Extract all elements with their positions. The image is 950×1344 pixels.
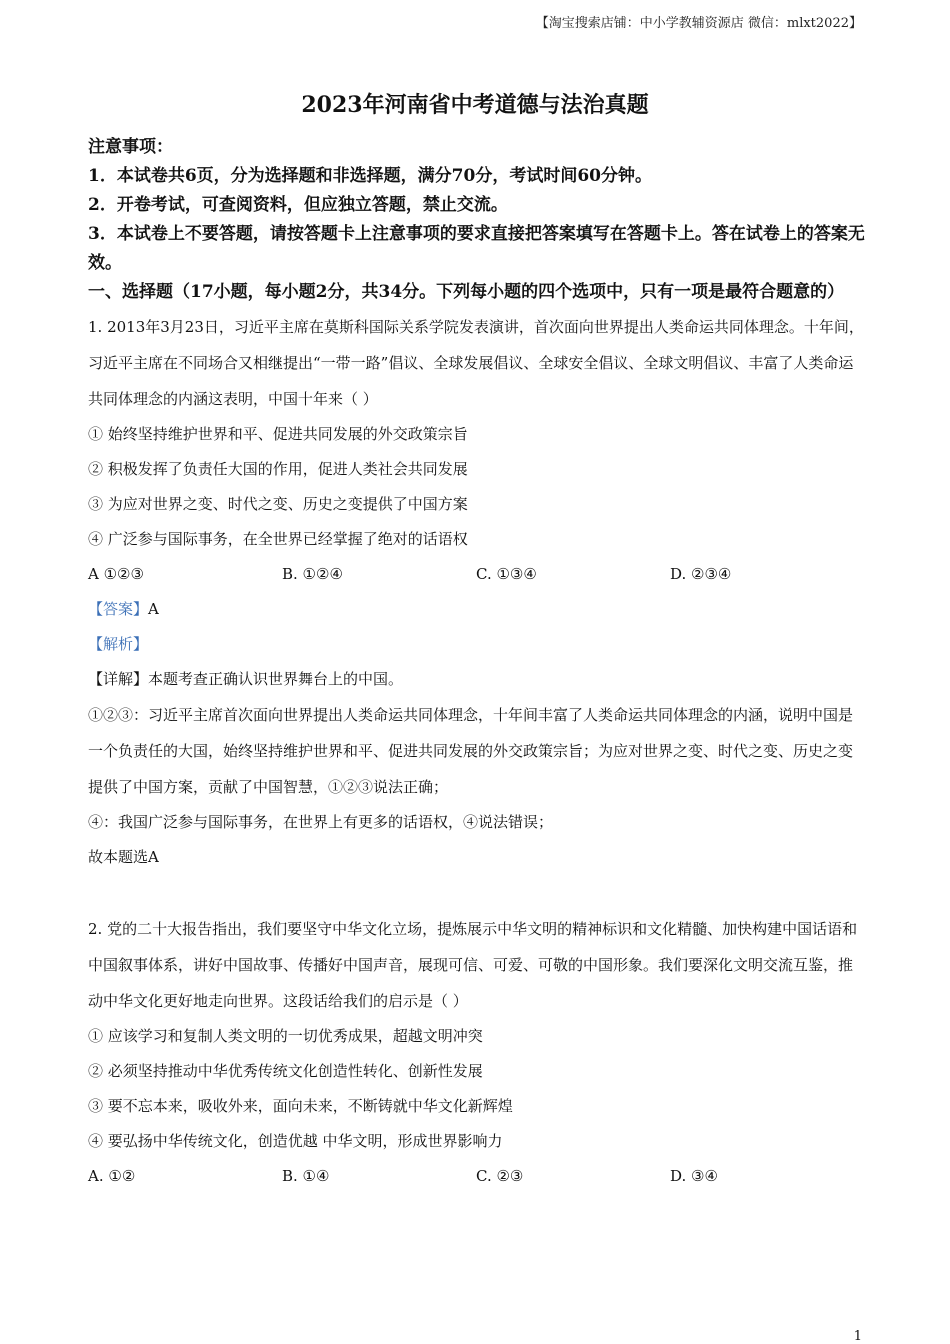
q1-choices bbox=[88, 557, 866, 592]
q2-choice-d: D. ③④ bbox=[670, 1167, 718, 1185]
answer-value: A bbox=[148, 600, 159, 618]
q1-detail: 【详解】本题考查正确认识世界舞台上的中国。 bbox=[88, 670, 404, 688]
q1-choice-a: A ①②③ bbox=[88, 565, 144, 583]
q1-explanation-1: ①②③：习近平主席首次面向世界提出人类命运共同体理念，十年间丰富了人类命运共同体理念的内涵，说明中国是一个负责任的大国，始终坚持维护世界和平、促进共同发展的外交政策宗旨；为应对世界之变、时代之变、历史之变提供了中国方案，贡献了中国智慧，①②③说法正确； bbox=[88, 706, 854, 796]
q2-option-4: ④ 要弘扬中华传统文化，创造优越 中华文明，形成世界影响力 bbox=[88, 1132, 503, 1150]
q2-option-2: ② 必须坚持推动中华优秀传统文化创造性转化、创新性发展 bbox=[88, 1062, 483, 1080]
q2-option-1: ① 应该学习和复制人类文明的一切优秀成果，超越文明冲突 bbox=[88, 1027, 483, 1045]
q1-conclusion: 故本题选A bbox=[88, 848, 159, 866]
q2-choices bbox=[88, 1159, 866, 1194]
q2-choice-c: C. ②③ bbox=[476, 1167, 524, 1185]
q1-explanation-2: ④：我国广泛参与国际事务，在世界上有更多的话语权，④说法错误； bbox=[88, 813, 554, 831]
header-note: 【淘宝搜索店铺：中小学教辅资源店 微信：mlxt2022】 bbox=[535, 16, 862, 31]
q1-choice-b: B. ①②④ bbox=[282, 565, 343, 583]
page-title: 2023年河南省中考道德与法治真题 bbox=[301, 92, 649, 118]
q2-choice-a: A. ①② bbox=[88, 1167, 136, 1185]
q1-option-4: ④ 广泛参与国际事务，在全世界已经掌握了绝对的话语权 bbox=[88, 530, 468, 548]
q2-choice-b: B. ①④ bbox=[282, 1167, 330, 1185]
notice-item-1: 1．本试卷共6页，分为选择题和非选择题，满分70分，考试时间60分钟。 bbox=[88, 166, 652, 186]
q1-choice-c: C. ①③④ bbox=[476, 565, 537, 583]
analysis-tag: 【解析】 bbox=[88, 635, 149, 653]
q1-option-1: ① 始终坚持维护世界和平、促进共同发展的外交政策宗旨 bbox=[88, 425, 468, 443]
q2-stem: 2. 党的二十大报告指出，我们要坚守中华文化立场，提炼展示中华文明的精神标识和文化精髓、加快构建中国话语和中国叙事体系，讲好中国故事、传播好中国声音，展现可信、可爱、可敬的中国形象。我们要深化文明交流互鉴，推动中华文化更好地走向世界。这段话给我们的启示是（ ） bbox=[88, 920, 858, 1010]
document-body bbox=[88, 133, 866, 1194]
page-number: 1 bbox=[853, 1329, 862, 1344]
q2-option-3: ③ 要不忘本来，吸收外来，面向未来，不断铸就中华文化新辉煌 bbox=[88, 1097, 513, 1115]
q1-option-2: ② 积极发挥了负责任大国的作用，促进人类社会共同发展 bbox=[88, 460, 468, 478]
answer-tag: 【答案】 bbox=[88, 600, 149, 618]
notice-item-3: 3．本试卷上不要答题，请按答题卡上注意事项的要求直接把答案填写在答题卡上。答在试卷上的答案无效。 bbox=[88, 224, 865, 273]
q1-stem: 1. 2013年3月23日，习近平主席在莫斯科国际关系学院发表演讲，首次面向世界提出人类命运共同体理念。十年间，习近平主席在不同场合又相继提出“一带一路”倡议、全球发展倡议、全球安全倡议、全球文明倡议、丰富了人类命运共同体理念的内涵这表明，中国十年来（ ） bbox=[88, 318, 864, 408]
section-heading: 一、选择题（17小题，每小题2分，共34分。下列每小题的四个选项中，只有一项是最符合题意的） bbox=[88, 282, 845, 302]
q1-option-3: ③ 为应对世界之变、时代之变、历史之变提供了中国方案 bbox=[88, 495, 468, 513]
q1-choice-d: D. ②③④ bbox=[670, 565, 732, 583]
notice-heading: 注意事项： bbox=[88, 137, 173, 157]
notice-item-2: 2．开卷考试，可查阅资料，但应独立答题，禁止交流。 bbox=[88, 195, 508, 215]
q1-answer bbox=[88, 592, 866, 627]
